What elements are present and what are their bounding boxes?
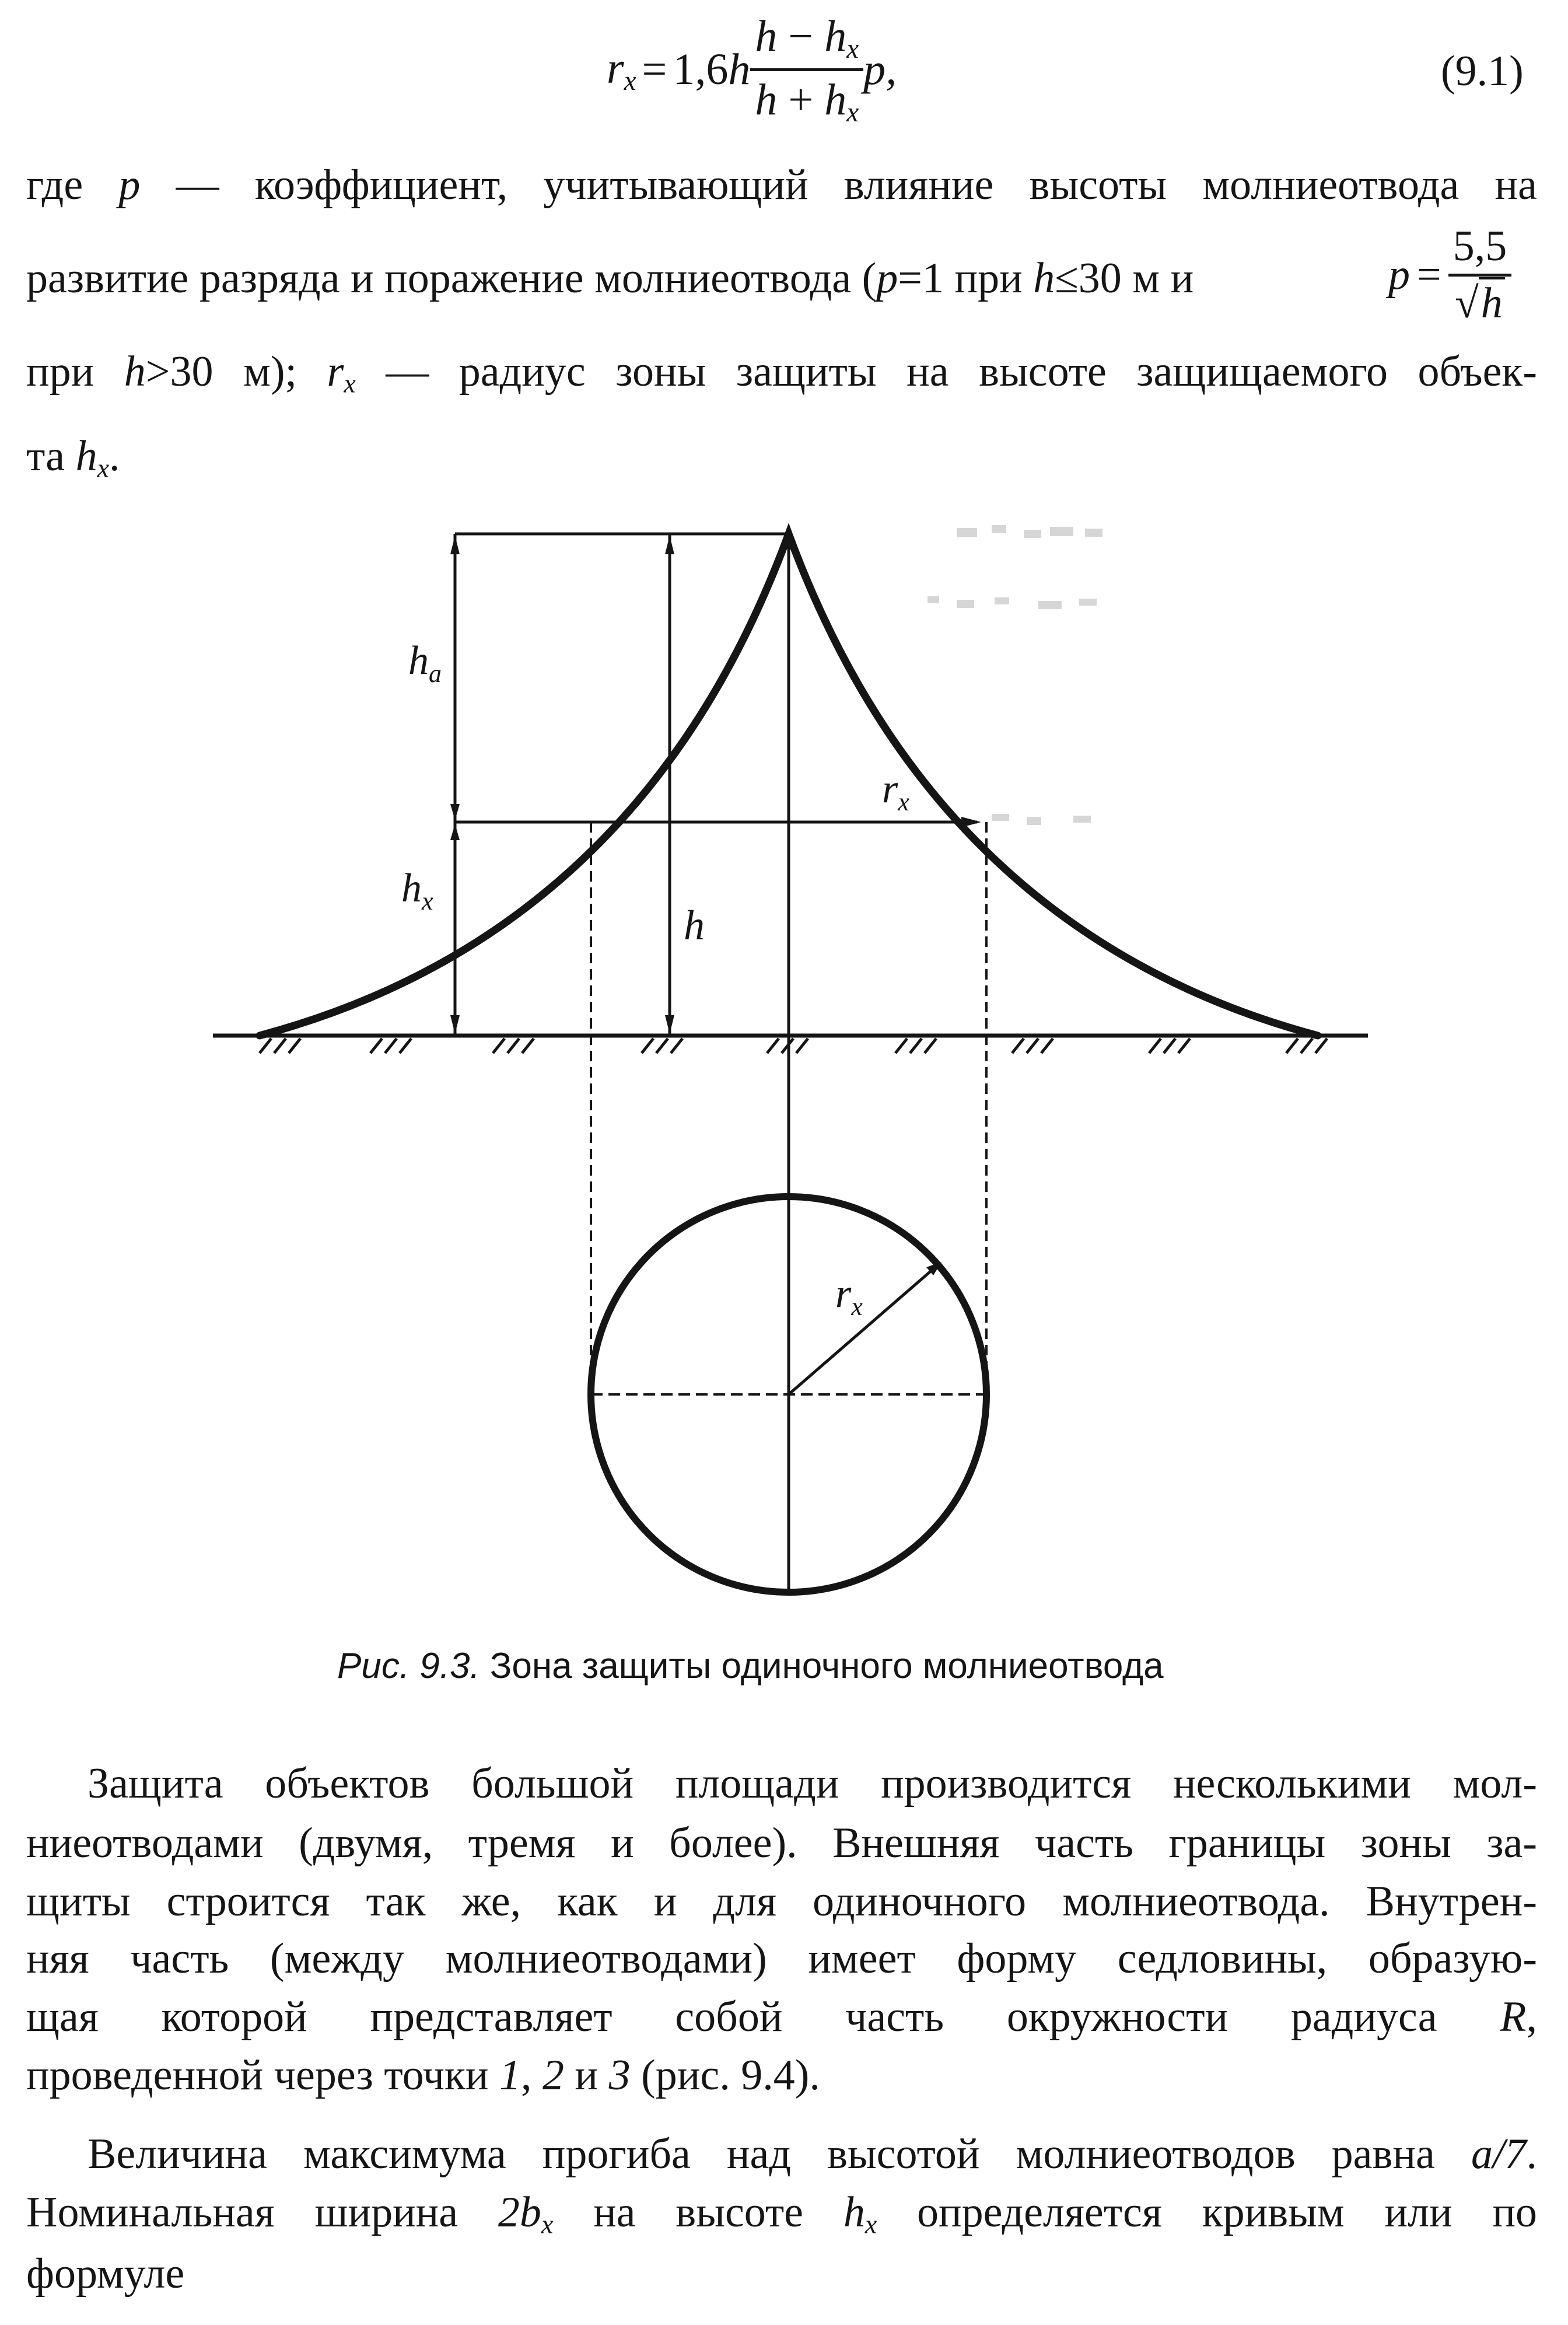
text-line-1: где p — коэффициент, учитывающий влияние высоты молниеотвода на	[26, 161, 1537, 209]
text-line-2: развитие разряда и поражение молниеотвода (p=1 при h≤30 м и	[26, 254, 1194, 302]
sqrt-icon: √	[1455, 279, 1479, 327]
formula-lhs: $r_x$	[607, 43, 636, 96]
label-ha: $h_a$	[408, 638, 442, 688]
para1-line-4: няя часть (между молниеотводами) имеет форму седловины, образую-	[26, 1935, 1537, 1983]
label-rx-top: $r_x$	[882, 767, 909, 816]
figure-caption	[337, 1645, 1164, 1687]
ground-hatching	[260, 1039, 1327, 1053]
arrow-ha-bottom	[450, 804, 460, 820]
para1-line-2: ниеотводами (двумя, тремя и более). Внешняя часть границы зоны за-	[26, 1819, 1537, 1867]
caption-prefix: Рис. 9.3.	[337, 1646, 480, 1686]
label-rx-circle: $r_x$	[835, 1271, 863, 1321]
formula-p: p,	[863, 45, 897, 94]
caption-text: Зона защиты одиночного молниеотвода	[480, 1646, 1164, 1686]
formula-coef: 1,6	[673, 45, 729, 94]
circle-radius-rx	[789, 1265, 938, 1394]
figure-9-3	[0, 502, 1568, 1704]
para1-line-6: проведенной через точки 1, 2 и 3 (рис. 9.4).	[26, 2051, 820, 2099]
formula-number: (9.1)	[1441, 47, 1524, 95]
para1-line-5: щая которой представляет собой часть окружности радиуса R,	[26, 1993, 1537, 2041]
formula-9-1: $r_x$ = 1,6 h $\frac{h - h_x}{h + h_x}$ p,	[607, 12, 897, 128]
arrow-hx-bottom	[450, 1015, 460, 1034]
arrow-h-bottom	[665, 1015, 674, 1034]
arrow-ha-top	[450, 536, 460, 554]
formula-fraction: $\frac{h - h_x}{h + h_x}$	[750, 11, 863, 128]
para2-line-3: формуле	[26, 2250, 185, 2298]
para1-line-1: Защита объектов большой площади производится несколькими мол-	[88, 1760, 1537, 1807]
text-line-4: та $h_x$.	[26, 432, 120, 483]
para2-line-1: Величина максимума прогиба над высотой молниеотводов равна a/7.	[88, 2130, 1537, 2178]
arrow-h-top	[665, 536, 674, 554]
para1-line-3: щиты строится так же, как и для одиночного молниеотвода. Внутрен-	[26, 1878, 1537, 1925]
bleed-through-marks	[928, 525, 1102, 825]
formula-h: h	[728, 45, 751, 94]
p-formula: p = $\frac{5,5}{√h}$	[1388, 222, 1511, 328]
text-line-3: при h>30 м); $r_x$ — радиус зоны защиты на высоте защищаемого объек-	[26, 348, 1538, 398]
label-h: h	[684, 902, 705, 949]
label-hx: $h_x$	[401, 866, 433, 915]
arrow-rx	[961, 817, 981, 827]
arrow-hx-top	[450, 824, 460, 840]
para2-line-2: Номинальная ширина $2b_x$ на высоте $h_x$ определяется кривым или по	[26, 2188, 1537, 2239]
